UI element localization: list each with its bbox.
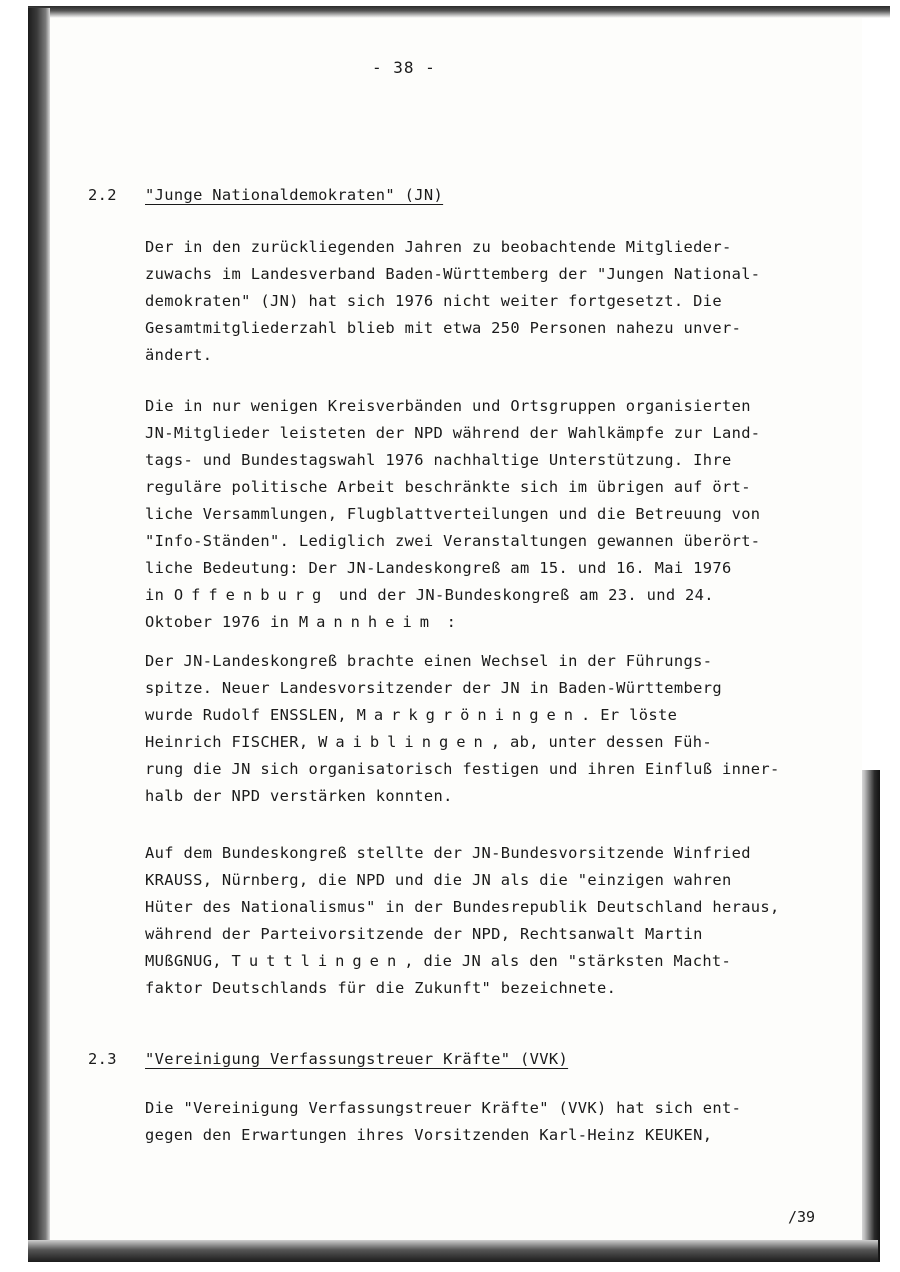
text-line: Gesamtmitgliederzahl blieb mit etwa 250 Personen nahezu unver- bbox=[145, 319, 742, 337]
section-number: 2.3 bbox=[88, 1050, 117, 1068]
text-line: tags- und Bundestagswahl 1976 nachhaltige Unterstützung. Ihre bbox=[145, 451, 732, 469]
spaced-city-name: Waiblingen bbox=[318, 733, 491, 751]
text-line: ändert. bbox=[145, 346, 213, 364]
text-line: reguläre politische Arbeit beschränkte sich im übrigen auf ört- bbox=[145, 478, 751, 496]
text-line: liche Versammlungen, Flugblattverteilungen und die Betreuung von bbox=[145, 505, 761, 523]
text-line: KRAUSS, Nürnberg, die NPD und die JN als die "einzigen wahren bbox=[145, 871, 732, 889]
text-line bbox=[145, 733, 712, 751]
text-line: rung die JN sich organisatorisch festigen und ihren Einfluß inner- bbox=[145, 760, 780, 778]
text-line: Hüter des Nationalismus" in der Bundesrepublik Deutschland heraus, bbox=[145, 898, 780, 916]
text-fragment: MUßGNUG, bbox=[145, 952, 232, 970]
spaced-city-name: Markgröningen bbox=[356, 706, 582, 724]
text-line bbox=[145, 952, 731, 970]
scan-border-bottom bbox=[28, 1240, 878, 1262]
text-line: demokraten" (JN) hat sich 1976 nicht weiter fortgesetzt. Die bbox=[145, 292, 722, 310]
text-fragment: , ab, unter dessen Füh- bbox=[490, 733, 712, 751]
text-fragment: , die JN als den "stärksten Macht- bbox=[404, 952, 732, 970]
text-line: Der in den zurückliegenden Jahren zu beobachtende Mitglieder- bbox=[145, 238, 732, 256]
text-line: "Info-Ständen". Lediglich zwei Veranstaltungen gewannen überört- bbox=[145, 532, 761, 550]
spaced-city-name: Offenburg bbox=[173, 586, 330, 604]
text-fragment: in bbox=[145, 586, 174, 604]
spaced-city-name: Mannheim bbox=[298, 613, 437, 631]
text-line: Der JN-Landeskongreß brachte einen Wechsel in der Führungs- bbox=[145, 652, 713, 670]
scan-border-left bbox=[28, 8, 50, 1248]
text-fragment: und der JN-Bundeskongreß am 23. und 24. bbox=[329, 586, 714, 604]
next-page-reference: /39 bbox=[788, 1208, 816, 1226]
text-fragment: . Er löste bbox=[581, 706, 678, 724]
section-number: 2.2 bbox=[88, 186, 117, 204]
page-number: - 38 - bbox=[372, 58, 436, 77]
text-line bbox=[145, 586, 714, 604]
text-line: spitze. Neuer Landesvorsitzender der JN in Baden-Württemberg bbox=[145, 679, 722, 697]
text-fragment: wurde Rudolf ENSSLEN, bbox=[145, 706, 357, 724]
text-line bbox=[145, 613, 456, 631]
text-line: faktor Deutschlands für die Zukunft" bezeichnete. bbox=[145, 979, 617, 997]
text-line: gegen den Erwartungen ihres Vorsitzenden Karl-Heinz KEUKEN, bbox=[145, 1126, 713, 1144]
text-line: Auf dem Bundeskongreß stellte der JN-Bundesvorsitzende Winfried bbox=[145, 844, 751, 862]
spaced-city-name: Tuttlingen bbox=[231, 952, 405, 970]
text-line bbox=[145, 706, 677, 724]
section-title: "Junge Nationaldemokraten" (JN) bbox=[145, 186, 444, 204]
section-title: "Vereinigung Verfassungstreuer Kräfte" (VVK) bbox=[145, 1050, 569, 1068]
text-line: halb der NPD verstärken konnten. bbox=[145, 787, 453, 805]
text-fragment: Heinrich FISCHER, bbox=[145, 733, 319, 751]
text-line: zuwachs im Landesverband Baden-Württemberg der "Jungen National- bbox=[145, 265, 761, 283]
text-line: JN-Mitglieder leisteten der NPD während der Wahlkämpfe zur Land- bbox=[145, 424, 761, 442]
text-fragment: : bbox=[437, 613, 457, 631]
text-line: Die in nur wenigen Kreisverbänden und Ortsgruppen organisierten bbox=[145, 397, 751, 415]
text-fragment: Oktober 1976 in bbox=[145, 613, 299, 631]
text-line: liche Bedeutung: Der JN-Landeskongreß am 15. und 16. Mai 1976 bbox=[145, 559, 732, 577]
text-line: Die "Vereinigung Verfassungstreuer Kräfte" (VVK) hat sich ent- bbox=[145, 1099, 742, 1117]
text-line: während der Parteivorsitzende der NPD, Rechtsanwalt Martin bbox=[145, 925, 703, 943]
scan-border-top bbox=[28, 6, 890, 18]
